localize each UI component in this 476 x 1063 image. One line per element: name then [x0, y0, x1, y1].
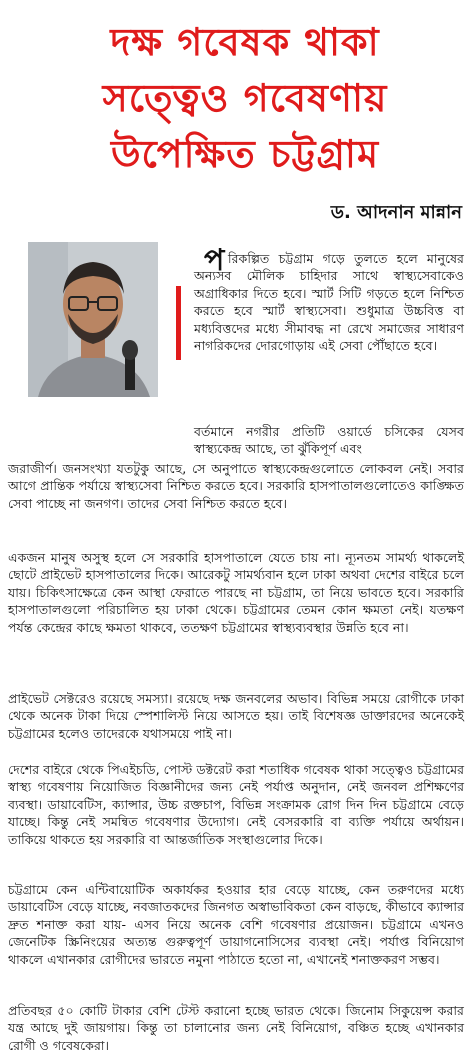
drop-cap: প	[204, 243, 225, 278]
paragraph-2: জরাজীর্ণ। জনসংখ্যা যতটুকু আছে, সে অনুপাতে স্বাস্থ্যকেন্দ্রগুলোতে লোকবল নেই। সবার আগে প্রান্তিক পর্যায়ে স্বাস্থ্যসেবা নিশ্চিত করতে হবে। সরকারি হাসপাতালগুলোতেও কাঙ্ক্ষিত সেবা পাচ্ছে না জনগণ। তাদের সেবা নিশ্চিত করতে হবে।	[8, 461, 464, 511]
headline-line-2: সত্ত্বেও গবেষণায়	[102, 76, 388, 120]
headline-line-3: উপেক্ষিত চট্টগ্রাম	[110, 132, 380, 176]
paragraph-7: প্রতিবছর ৫০ কোটি টাকার বেশি টেস্ট করানো হচ্ছে ভারত থেকে। জিনোম সিকুয়েন্স করার যন্ত্র আছে দুই জায়গায়। কিন্তু তা চালানোর জন্য নেই বিনিয়োগ, বঞ্চিত হচ্ছে এখানকার রোগী ও গবেষকেরা।	[8, 1003, 464, 1053]
author-photo	[28, 242, 158, 397]
accent-bar	[176, 286, 181, 360]
author-portrait-icon	[28, 242, 158, 397]
headline	[20, 14, 470, 182]
paragraph-1: রিকল্পিত চট্টগ্রাম গড়ে তুলতে হলে মানুষের অন্যসব মৌলিক চাহিদার সাথে স্বাস্থ্যসেবাকেও অগ্রাধিকার দিতে হবে। স্মার্ট সিটি গড়তে হলে নিশ্চিত করতে হবে স্মার্ট স্বাস্থ্যসেবা। শুধুমাত্র উচ্চবিত্ত বা মধ্যবিত্তদের মধ্যে সীমাবদ্ধ না রেখে সমাজের সাধারণ নাগরিকদের দোরগোড়ায় এই সেবা পৌঁছাতে হবে।	[194, 251, 464, 354]
author-byline: ড. আদনান মান্নান	[330, 202, 462, 223]
paragraph-6: চট্টগ্রামে কেন এন্টিবায়োটিক অকার্যকর হওয়ার হার বেড়ে যাচ্ছে, কেন তরুণদের মধ্যে ডায়াবেটিস বেড়ে যাচ্ছে, নবজাতকদের জিনগত অস্বাভাবিকতা কেন বাড়ছে, কীভাবে ক্যান্সার দ্রুত শনাক্ত করা যায়- এসব নিয়ে অনেক বেশি গবেষণার প্রয়োজন। চট্টগ্রামে এখনও জেনেটিক স্ক্রিনিংয়ের অত্যন্ত গুরুত্বপূর্ণ ডায়াগনোসিসের ব্যবস্থা নেই। পর্যাপ্ত বিনিয়োগ থাকলে এখানকার রোগীদের ভারতে নমুনা পাঠাতে হতো না, এখানেই শনাক্তকরণ সম্ভব।	[8, 882, 464, 967]
paragraph-4: প্রাইভেট সেক্টরেও রয়েছে সমস্যা। রয়েছে দক্ষ জনবলের অভাব। বিভিন্ন সময়ে রোগীকে ঢাকা থেকে অনেক টাকা দিয়ে স্পেশালিস্ট নিয়ে আসতে হয়। তাই বিশেষজ্ঞ ডাক্তারদের অনেকেই চট্টগ্রামের হলেও তাদেরকে যথাসময়ে পাই না।	[8, 691, 464, 741]
paragraph-5: দেশের বাইরে থেকে পিএইচডি, পোস্ট ডক্টরেট করা শতাধিক গবেষক থাকা সত্ত্বেও চট্টগ্রামের স্বাস্থ্য গবেষণায় নিয়োজিত বিজ্ঞানীদের জন্য নেই পর্যাপ্ত অনুদান, নেই জনবল প্রশিক্ষণের ব্যবস্থা। ডায়াবেটিস, ক্যান্সার, উচ্চ রক্তচাপ, বিভিন্ন সংক্রামক রোগ দিন দিন চট্টগ্রামে বেড়ে যাচ্ছে। কিন্তু নেই সমন্বিত গবেষণার উদ্যোগ। নেই বেসরকারি বা ব্যক্তি পর্যায়ে অর্থায়ন। তাকিয়ে থাকতে হয় সরকারি বা আন্তর্জাতিক সংস্থাগুলোর দিকে।	[8, 762, 464, 847]
paragraph-3: একজন মানুষ অসুস্থ হলে সে সরকারি হাসপাতালে যেতে চায় না। ন্যূনতম সামর্থ্য থাকলেই ছোটে প্রাইভেট হাসপাতালের দিকে। আরেকটু সামর্থ্যবান হলে ঢাকা অথবা দেশের বাইরে চলে যায়। চিকিৎসাক্ষেত্রে কেন আস্থা ফেরাতে পারছে না চট্টগ্রাম, তা নিয়ে ভাবতে হবে। সরকারি হাসপাতালগুলো পরিচালিত হয় ঢাকা থেকে। চট্টগ্রামের তেমন কোন ক্ষমতা নেই। যতক্ষণ পর্যন্ত কেন্দ্রের কাছে ক্ষমতা থাকবে, ততক্ষণ চট্টগ্রামের স্বাস্থ্যব্যবস্থার উন্নতি হবে না।	[8, 550, 464, 635]
paragraph-2-intro: বর্তমানে নগরীর প্রতিটি ওয়ার্ডে চসিকের যেসব স্বাস্থ্যকেন্দ্র আছে, তা ঝুঁকিপূর্ণ এবং	[194, 424, 464, 457]
headline-line-1: দক্ষ গবেষক থাকা	[110, 20, 380, 64]
